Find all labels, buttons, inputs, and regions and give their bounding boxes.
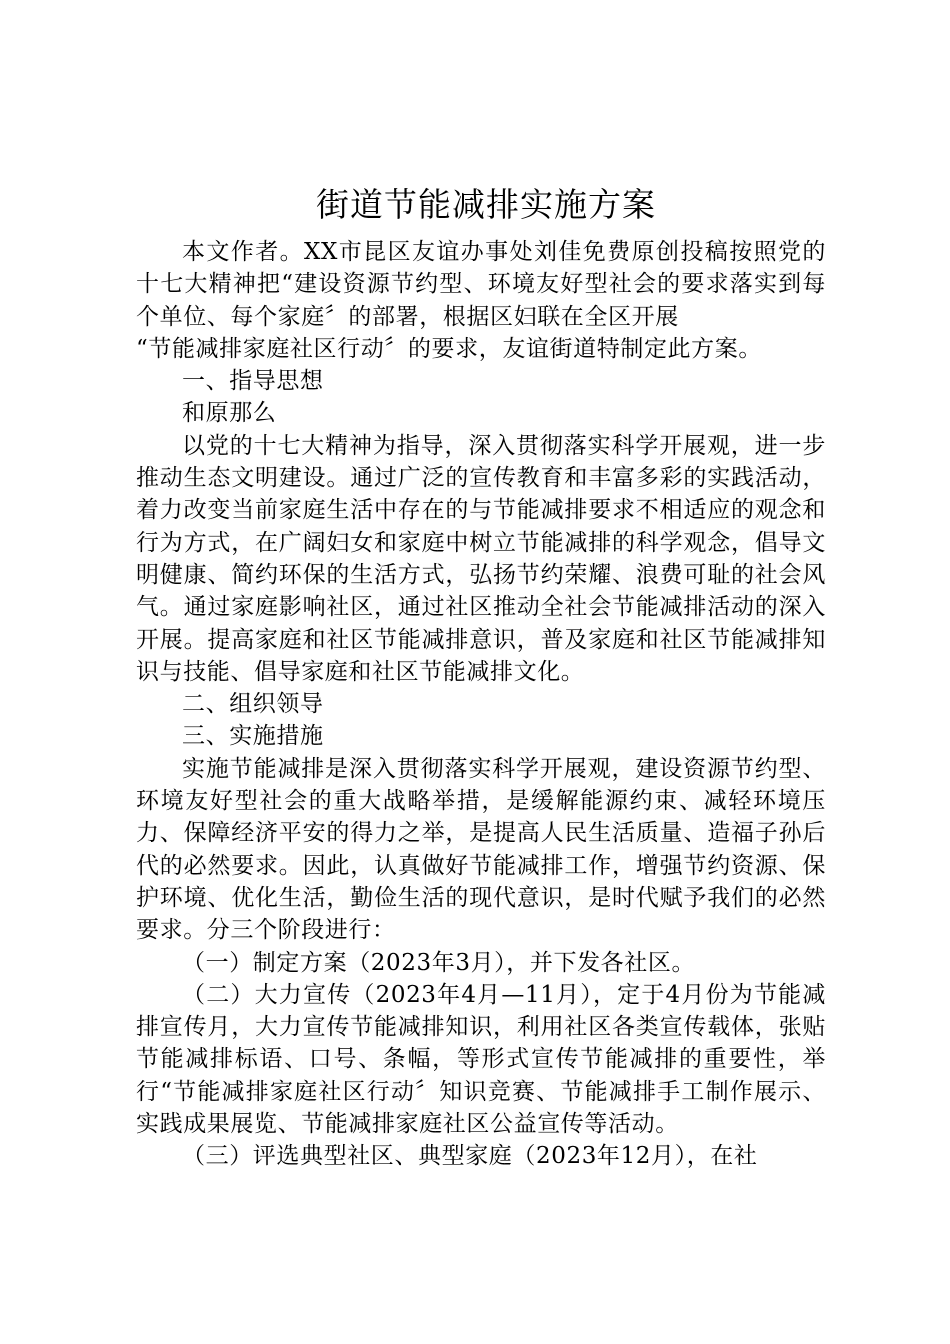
paragraph-stage-3: （三）评选典型社区、典型家庭（2023年12月），在社 (182, 1143, 758, 1170)
document-title: 街道节能减排实施方案 (316, 185, 656, 224)
paragraph-stage-1: （一）制定方案（2023年3月），并下发各社区。 (182, 949, 696, 976)
paragraph-intro: 本文作者。XX市昆区友谊办事处刘佳免费原创投稿按照党的十七大精神把“建设资源节约型、环境友好型社会的要求落实到每个单位、每个家庭〞的部署，根据区妇联在全区开展 (136, 239, 826, 330)
paragraph-guiding-thought: 以党的十七大精神为指导，深入贯彻落实科学开展观，进一步推动生态文明建设。通过广泛的宣传教育和丰富多彩的实践活动，着力改变当前家庭生活中存在的与节能减排要求不相适应的观念和行为方式，在广阔妇女和家庭中树立节能减排的科学观念，倡导文明健康、简约环保的生活方式，弘扬节约荣耀、浪费可耻的社会风气。通过家庭影响社区，通过社区推动全社会节能减排活动的深入开展。提高家庭和社区节能减排意识，普及家庭和社区节能减排知识与技能、倡导家庭和社区节能减排文化。 (136, 432, 826, 685)
section-heading-measures: 三、实施措施 (182, 723, 324, 750)
paragraph-stage-2: （二）大力宣传（2023年4月—11月），定于4月份为节能减排宣传月，大力宣传节能减排知识，利用社区各类宣传载体，张贴节能减排标语、口号、条幅，等形式宣传节能减排的重要性，举行“节能减排家庭社区行动〞知识竞赛、节能减排手工制作展示、实践成果展览、节能减排家庭社区公益宣传等活动。 (136, 981, 826, 1138)
paragraph-measures: 实施节能减排是深入贯彻落实科学开展观，建设资源节约型、环境友好型社会的重大战略举措，是缓解能源约束、减轻环境压力、保障经济平安的得力之举，是提高人民生活质量、造福子孙后代的必然要求。因此，认真做好节能减排工作，增强节约资源、保护环境、优化生活，勤俭生活的现代意识，是时代赋予我们的必然要求。分三个阶段进行： (136, 755, 826, 944)
document-page (136, 178, 826, 1173)
section-heading-principles: 和原那么 (182, 400, 277, 427)
section-heading-organization: 二、组织领导 (182, 691, 324, 718)
paragraph-intro-continued: “节能减排家庭社区行动〞的要求，友谊街道特制定此方案。 (136, 335, 762, 362)
section-heading-guiding-thought: 一、指导思想 (182, 368, 324, 395)
